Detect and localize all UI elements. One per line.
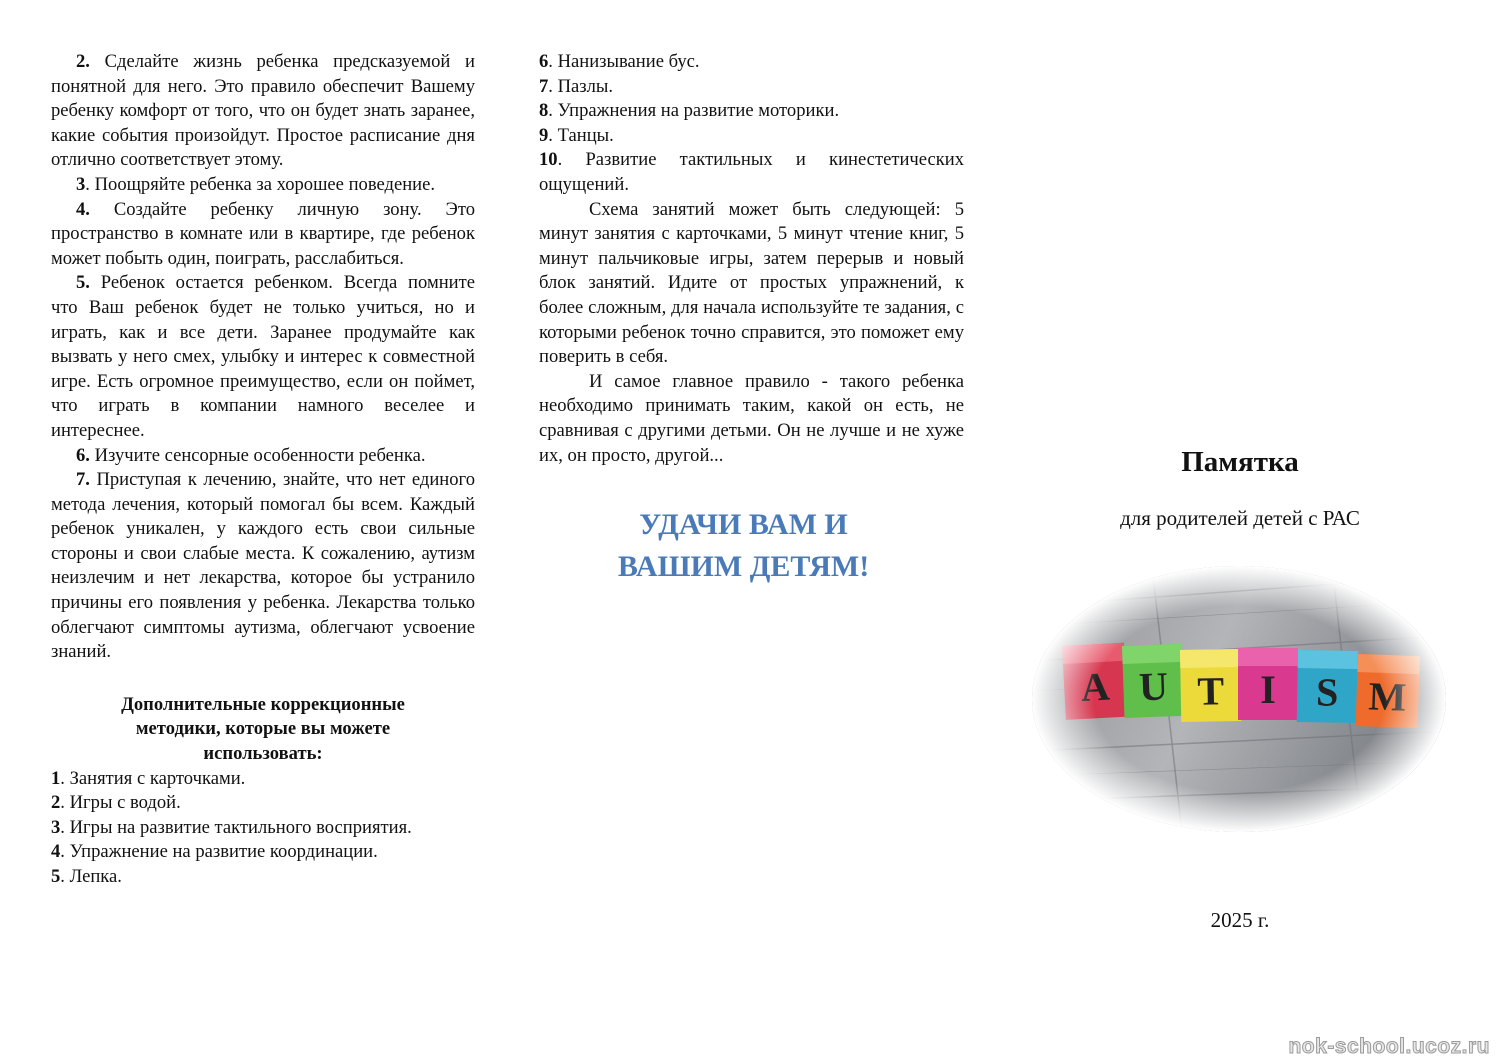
- cover-title: Памятка: [1181, 446, 1299, 478]
- tip-text: Ребенок остается ребенком. Всегда помните что Ваш ребенок будет не только учиться, но и играть, как и все дети. Заранее продумайте как вызвать у него смех, улыбку и интерес к совместной игре. Есть огромное преимущество, если он поймет, что играть в компании намного веселее и интереснее.: [51, 272, 475, 441]
- tip-number: 6.: [76, 444, 90, 466]
- tip-paragraph: [51, 444, 475, 469]
- list-item: 5. Лепка.: [51, 866, 122, 887]
- tip-number: 4.: [76, 198, 90, 220]
- methods-heading: Дополнительные коррекционные методики, которые вы можете использовать:: [121, 693, 405, 765]
- year-label: 2025 г.: [1210, 908, 1270, 932]
- cover-subtitle: для родителей детей с РАС: [1120, 506, 1360, 530]
- tip-text: Изучите сенсорные особенности ребенка.: [89, 444, 426, 466]
- tip-number: 2.: [76, 51, 90, 72]
- list-item: 3. Игры на развитие тактильного восприятия.: [51, 816, 412, 838]
- tip-text: . Поощряйте ребенка за хорошее поведение.: [85, 173, 436, 195]
- tip-text: Сделайте жизнь ребенка предсказуемой и понятной для него. Это правило обеспечит Вашему ребенку комфорт от того, что он будет знать заранее, какие события произойдут. Простое расписание дня отлично соответствует этому.: [51, 51, 475, 171]
- middle-column: [539, 50, 964, 588]
- tip-number: 5.: [76, 272, 90, 294]
- tip-paragraph: [51, 468, 475, 665]
- tip-text: Приступая к лечению, знайте, что нет единого метода лечения, который помогал бы всем. Каждый ребенок уникален, у каждого есть свои сильные стороны и свои слабые места. К сожалению, аутизм неизлечим и нет лекарства, которое бы устранило причины его появления у ребенка. Лекарства только облегчают симптомы аутизма, облегчают усвоение знаний.: [51, 469, 475, 663]
- tip-paragraph: [51, 271, 475, 443]
- good-luck-line: УДАЧИ ВАМ И: [639, 508, 848, 542]
- schedule-paragraph: Схема занятий может быть следующей: 5 минут занятия с карточками, 5 минут чтение книг, 5 минут пальчиковые игры, затем перерыв и новый блок занятий. Идите от простых упражнений, к более сложным, для начала используйте те задания, с которыми ребенок точно справится, это поможет ему поверить в себя.: [539, 198, 964, 368]
- good-luck-message: [539, 504, 964, 588]
- list-item: 8. Упражнения на развитие моторики.: [539, 100, 840, 122]
- list-item: 7. Пазлы.: [539, 75, 614, 97]
- left-column: [51, 50, 475, 890]
- tip-paragraph: [51, 173, 475, 198]
- tip-paragraph: [51, 50, 475, 173]
- list-item: 9. Танцы.: [539, 124, 614, 146]
- autism-blocks-image: [1032, 566, 1446, 832]
- tip-text: Создайте ребенку личную зону. Это пространство в комнате или в квартире, где ребенок может побыть один, поиграть, расслабиться.: [51, 198, 475, 269]
- methods-list-continued: [539, 50, 964, 198]
- tip-number: 7.: [76, 469, 90, 491]
- main-rule-paragraph: И самое главное правило - такого ребенка необходимо принимать таким, какой он есть, не сравнивая с другими детьми. Он не лучше и не хуже их, он просто, другой...: [539, 370, 964, 466]
- list-item: 10. Развитие тактильных и кинестетических ощущений.: [539, 149, 964, 195]
- list-item: 1. Занятия с карточками.: [51, 767, 246, 789]
- cover-column: [1010, 0, 1470, 1061]
- tip-number: 3: [76, 173, 86, 195]
- tip-paragraph: [51, 198, 475, 272]
- list-item: 4. Упражнение на развитие координации.: [51, 841, 378, 863]
- methods-list: [51, 767, 475, 890]
- list-item: 2. Игры с водой.: [51, 792, 181, 814]
- good-luck-line: ВАШИМ ДЕТЯМ!: [617, 550, 870, 584]
- list-item: 6. Нанизывание бус.: [539, 51, 700, 72]
- site-watermark: nok-school.ucoz.ru: [1288, 1035, 1490, 1058]
